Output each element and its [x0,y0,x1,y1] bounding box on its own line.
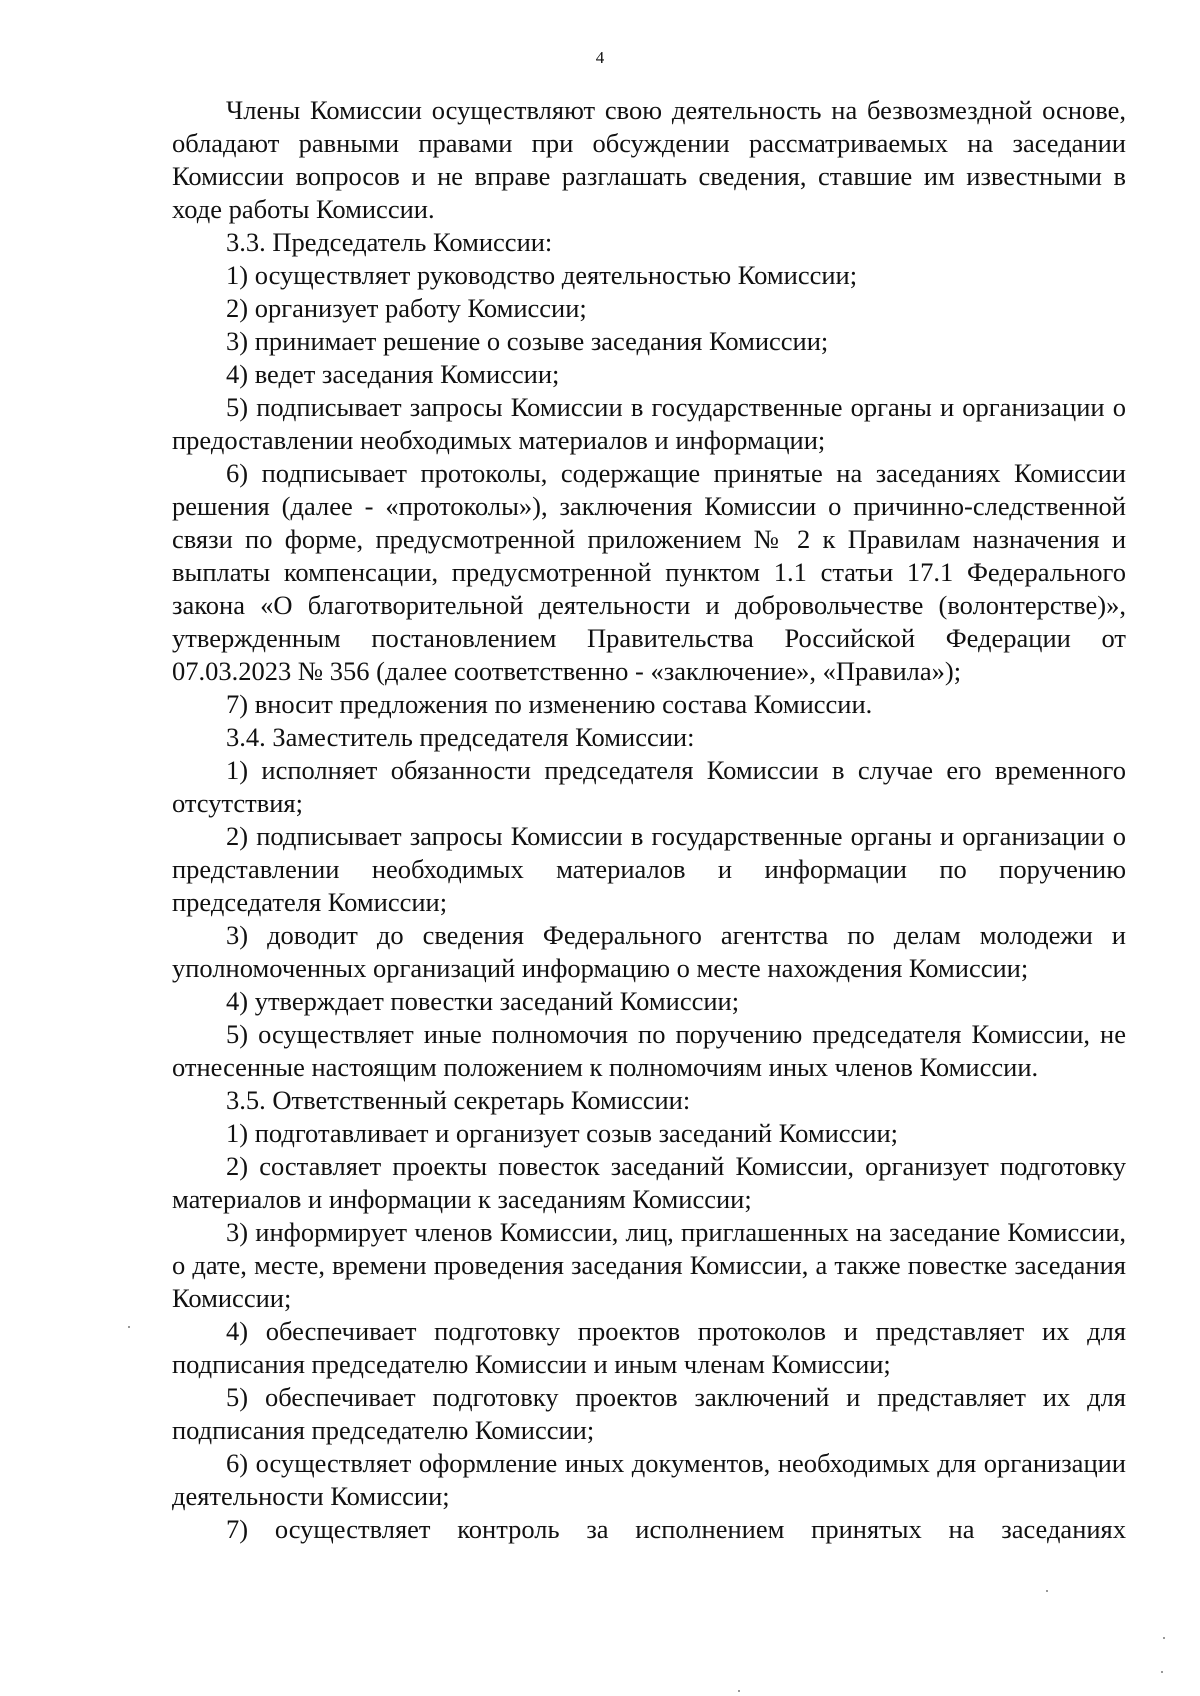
list-item: 3) информирует членов Комиссии, лиц, приглашенных на заседание Комиссии, о дате, месте, времени проведения заседания Комиссии, а также повестке заседания Комиссии; [172,1217,1126,1313]
scan-speck [1161,1671,1163,1673]
list-item: 4) обеспечивает подготовку проектов протоколов и представляет их для подписания председателю Комиссии и иным членам Комиссии; [172,1316,1126,1379]
list-item: 2) организует работу Комиссии; [226,293,587,323]
list-item: 2) составляет проекты повесток заседаний Комиссии, организует подготовку материалов и информации к заседаниям Комиссии; [172,1151,1126,1214]
list-item: 4) утверждает повестки заседаний Комиссии; [226,986,740,1016]
paragraph: Члены Комиссии осуществляют свою деятельность на безвозмездной основе, обладают равными правами при обсуждении рассматриваемых на заседании Комиссии вопросов и не вправе разглашать сведения, ставшие им известными в ходе работы Комиссии. [172,95,1126,224]
list-item: 4) ведет заседания Комиссии; [226,359,560,389]
scan-speck [1163,1637,1165,1639]
page-number: 4 [595,48,605,67]
list-item: 3) принимает решение о созыве заседания Комиссии; [226,326,829,356]
list-item: 1) осуществляет руководство деятельностью Комиссии; [226,260,858,290]
document-body [172,94,1126,1546]
list-item-continued: 7) осуществляет контроль за исполнением принятых на заседаниях [226,1514,1126,1544]
list-item: 5) подписывает запросы Комиссии в государственные органы и организации о предоставлении необходимых материалов и информации; [172,392,1126,455]
scan-speck [738,1690,740,1692]
list-item: 5) обеспечивает подготовку проектов заключений и представляет их для подписания председателю Комиссии; [172,1382,1126,1445]
list-item: 5) осуществляет иные полномочия по поручению председателя Комиссии, не отнесенные настоящим положением к полномочиям иных членов Комиссии. [172,1019,1126,1082]
scan-speck [1046,1590,1048,1592]
list-item: 3) доводит до сведения Федерального агентства по делам молодежи и уполномоченных организаций информацию о месте нахождения Комиссии; [172,920,1126,983]
list-item: 1) подготавливает и организует созыв заседаний Комиссии; [226,1118,899,1148]
section-heading-3-4: 3.4. Заместитель председателя Комиссии: [226,722,695,752]
list-item: 1) исполняет обязанности председателя Комиссии в случае его временного отсутствия; [172,755,1126,818]
scan-speck [128,1326,130,1328]
list-item: 7) вносит предложения по изменению состава Комиссии. [226,689,873,719]
list-item: 6) осуществляет оформление иных документов, необходимых для организации деятельности Комиссии; [172,1448,1126,1511]
section-heading-3-3: 3.3. Председатель Комиссии: [226,227,553,257]
list-item: 2) подписывает запросы Комиссии в государственные органы и организации о представлении необходимых материалов и информации по поручению председателя Комиссии; [172,821,1126,917]
section-heading-3-5: 3.5. Ответственный секретарь Комиссии: [226,1085,691,1115]
list-item: 6) подписывает протоколы, содержащие принятые на заседаниях Комиссии решения (далее - «протоколы»), заключения Комиссии о причинно-следственной связи по форме, предусмотренной приложением № 2 к Правилам назначения и выплаты компенсации, предусмотренной пунктом 1.1 статьи 17.1 Федерального закона «О благотворительной деятельности и добровольчестве (волонтерстве)», утвержденным постановлением Правительства Российской Федерации от 07.03.2023 № 356 (далее соответственно - «заключение», «Правила»); [172,458,1126,686]
